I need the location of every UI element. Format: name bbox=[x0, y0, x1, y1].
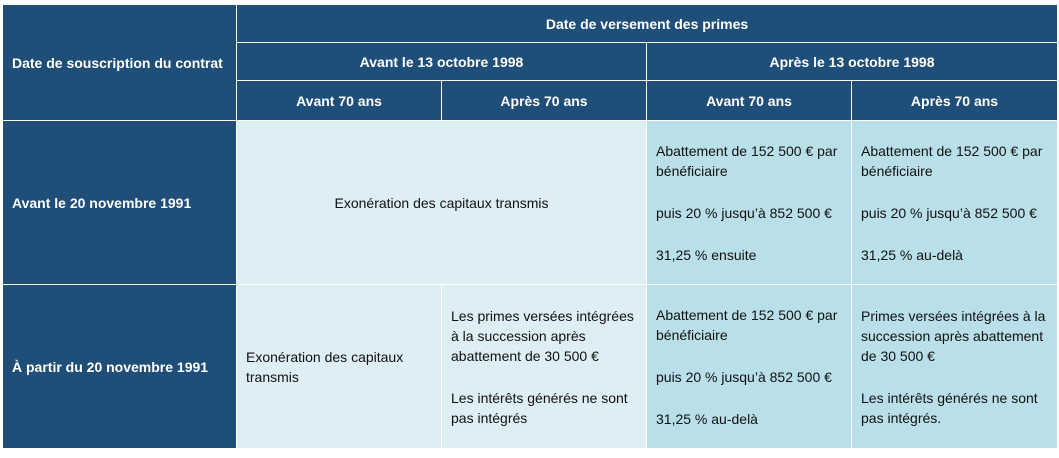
subheader-avant-70-2: Avant 70 ans bbox=[647, 81, 852, 121]
cell-text: Les intérêts générés ne sont pas intégrés. bbox=[861, 389, 1038, 426]
cell-primes-integrees bbox=[852, 285, 1058, 449]
cell-text: 31,25 % ensuite bbox=[656, 246, 757, 263]
header-avant-1998: Avant le 13 octobre 1998 bbox=[237, 43, 647, 81]
header-date-versement: Date de versement des primes bbox=[237, 5, 1058, 43]
cell-exoneration bbox=[237, 285, 442, 449]
row-label: Avant le 20 novembre 1991 bbox=[3, 121, 237, 285]
cell-abattement bbox=[647, 121, 852, 285]
cell-text: Les intérêts générés ne sont pas intégrés bbox=[451, 389, 628, 426]
header-apres-1998: Après le 13 octobre 1998 bbox=[647, 43, 1058, 81]
cell-text: 31,25 % au-delà bbox=[861, 246, 963, 263]
col-header-souscription: Date de souscription du contrat bbox=[3, 5, 237, 121]
cell-text: Abattement de 152 500 € par bénéficiaire bbox=[861, 142, 1043, 179]
cell-text: puis 20 % jusqu’à 852 500 € bbox=[656, 368, 832, 385]
table-row bbox=[3, 285, 1058, 449]
subheader-apres-70-2: Après 70 ans bbox=[852, 81, 1058, 121]
cell-text: Les primes versées intégrées à la succession après abattement de 30 500 € bbox=[451, 307, 634, 364]
cell-text: Primes versées intégrées à la succession après abattement de 30 500 € bbox=[861, 307, 1046, 364]
cell-text: Abattement de 152 500 € par bénéficiaire bbox=[656, 142, 838, 179]
subheader-apres-70-1: Après 70 ans bbox=[442, 81, 647, 121]
cell-text: Exonération des capitaux transmis bbox=[246, 348, 404, 385]
cell-exoneration-merged: Exonération des capitaux transmis bbox=[237, 121, 647, 285]
cell-text: puis 20 % jusqu’à 852 500 € bbox=[656, 204, 832, 221]
cell-abattement bbox=[852, 121, 1058, 285]
cell-abattement bbox=[647, 285, 852, 449]
row-label: À partir du 20 novembre 1991 bbox=[3, 285, 237, 449]
table-row bbox=[3, 121, 1058, 285]
tax-table bbox=[2, 4, 1058, 449]
cell-text: puis 20 % jusqu’à 852 500 € bbox=[861, 204, 1037, 221]
cell-text: 31,25 % au-delà bbox=[656, 410, 758, 427]
header-row-1 bbox=[3, 5, 1058, 43]
cell-primes-integrees bbox=[442, 285, 647, 449]
subheader-avant-70-1: Avant 70 ans bbox=[237, 81, 442, 121]
cell-text: Abattement de 152 500 € par bénéficiaire bbox=[656, 306, 838, 343]
